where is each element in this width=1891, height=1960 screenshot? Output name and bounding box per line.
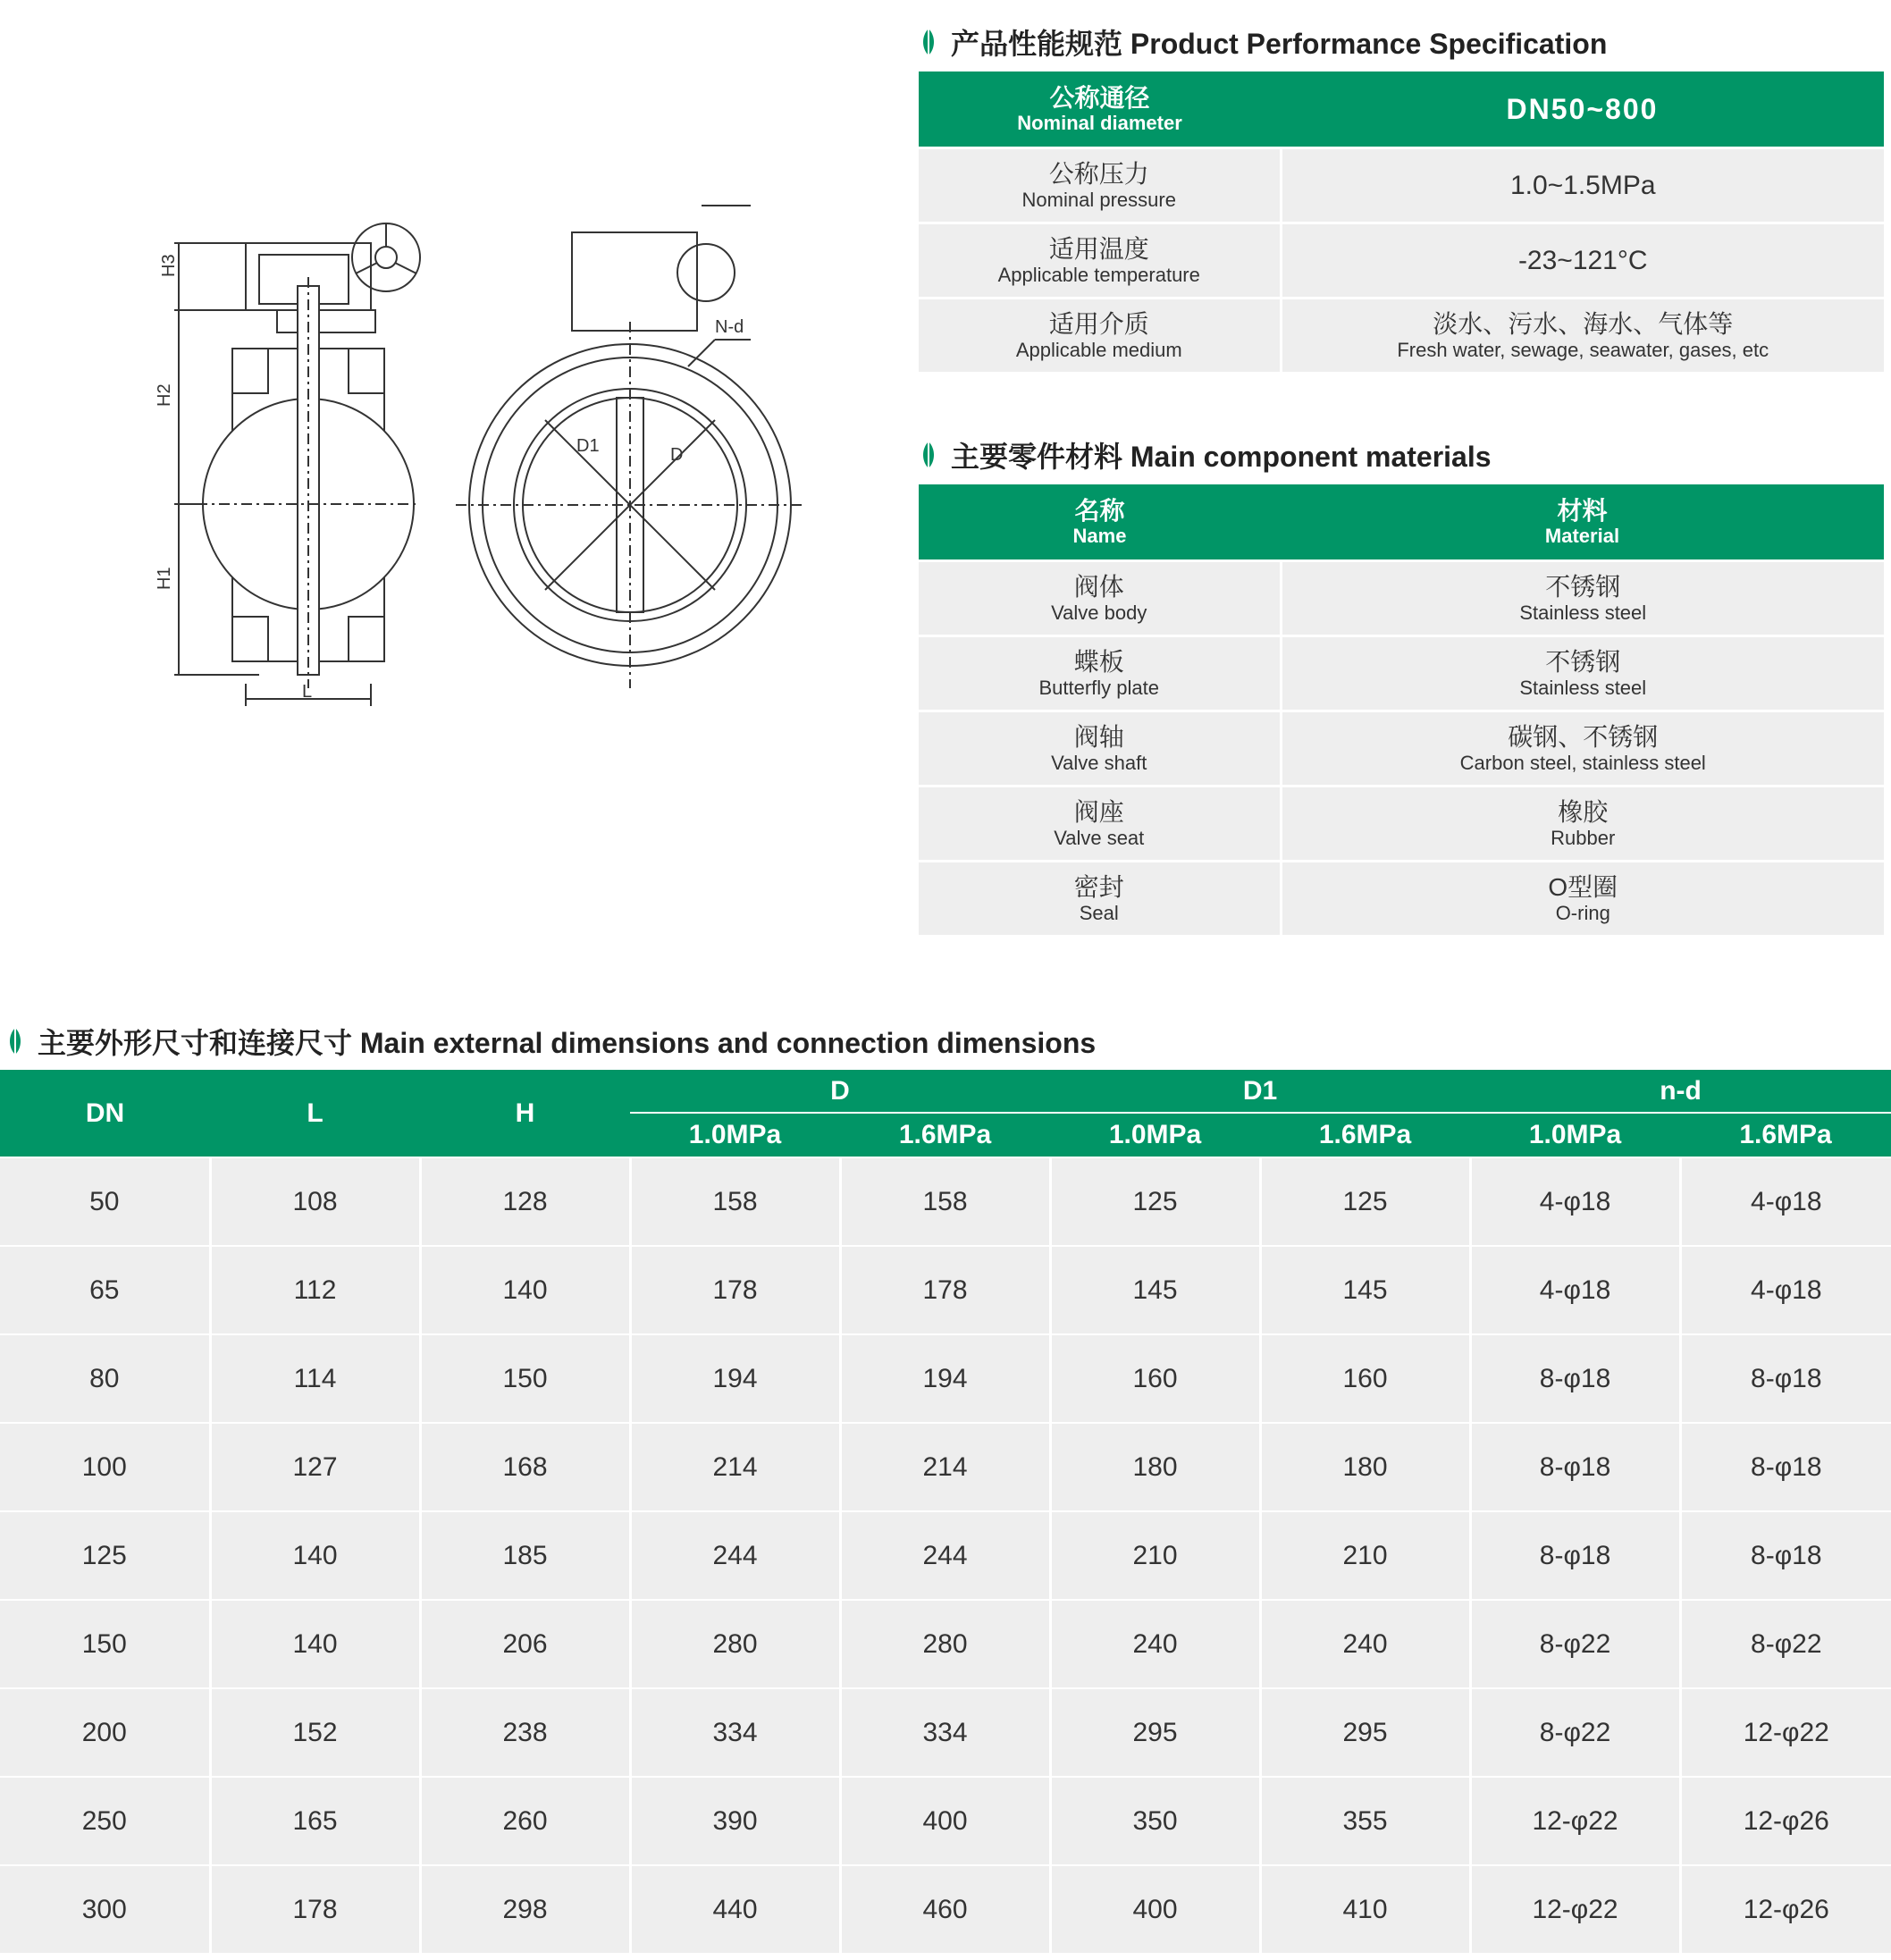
table-cell: 125	[1050, 1157, 1260, 1246]
header-pressure-1-6: 1.6MPa	[840, 1113, 1050, 1157]
table-cell: 180	[1260, 1423, 1470, 1511]
label-l: L	[302, 682, 313, 702]
table-cell: 238	[420, 1688, 630, 1777]
table-cell: 12-φ22	[1680, 1688, 1891, 1777]
materials-title-text: 主要零件材料 Main component materials	[951, 441, 1492, 473]
table-cell: 65	[0, 1246, 210, 1334]
header-l: L	[210, 1070, 420, 1157]
table-cell: 4-φ18	[1470, 1157, 1680, 1246]
table-row	[0, 1246, 1891, 1334]
table-cell: 440	[630, 1865, 840, 1953]
leaf-icon	[5, 1027, 25, 1056]
leaf-icon	[919, 28, 938, 56]
performance-title-text: 产品性能规范 Product Performance Specification	[951, 28, 1608, 60]
table-cell: 244	[630, 1511, 840, 1600]
header-nd: n-d	[1470, 1070, 1891, 1113]
table-cell: 390	[630, 1777, 840, 1865]
table-cell: 158	[630, 1157, 840, 1246]
header-d: D	[630, 1070, 1050, 1113]
table-cell: 244	[840, 1511, 1050, 1600]
table-row	[0, 1157, 1891, 1246]
label-h3: H3	[159, 254, 179, 277]
table-cell: 108	[210, 1157, 420, 1246]
table-cell: 210	[1050, 1511, 1260, 1600]
table-cell: 206	[420, 1600, 630, 1688]
table-cell: 12-φ26	[1680, 1777, 1891, 1865]
table-cell: 12-φ22	[1470, 1865, 1680, 1953]
table-cell: 160	[1050, 1334, 1260, 1423]
table-cell: 355	[1260, 1777, 1470, 1865]
table-cell: 214	[630, 1423, 840, 1511]
table-cell: 298	[420, 1865, 630, 1953]
table-cell: 125	[1260, 1157, 1470, 1246]
leaf-icon	[919, 441, 938, 469]
table-cell: 8-φ18	[1470, 1423, 1680, 1511]
table-cell: 410	[1260, 1865, 1470, 1953]
table-cell: 145	[1260, 1246, 1470, 1334]
table-cell: 12-φ26	[1680, 1865, 1891, 1953]
table-cell: 240	[1260, 1600, 1470, 1688]
table-cell: 128	[420, 1157, 630, 1246]
table-row	[0, 1777, 1891, 1865]
table-cell: 145	[1050, 1246, 1260, 1334]
table-cell: 168	[420, 1423, 630, 1511]
table-row	[0, 1865, 1891, 1953]
table-cell: 8-φ22	[1470, 1688, 1680, 1777]
label-nd: N-d	[715, 317, 744, 337]
table-cell: 200	[0, 1688, 210, 1777]
table-cell: 300	[0, 1865, 210, 1953]
table-row	[0, 1600, 1891, 1688]
table-cell: 214	[840, 1423, 1050, 1511]
materials-row: 阀体 Valve body 不锈钢 Stainless steel	[919, 561, 1884, 636]
side-view	[174, 223, 420, 706]
materials-section-title	[919, 434, 1492, 475]
table-cell: 178	[840, 1246, 1050, 1334]
table-cell: 150	[0, 1600, 210, 1688]
table-cell: 80	[0, 1334, 210, 1423]
table-cell: 240	[1050, 1600, 1260, 1688]
table-cell: 334	[840, 1688, 1050, 1777]
materials-row: 阀座 Valve seat 橡胶 Rubber	[919, 787, 1884, 862]
table-cell: 4-φ18	[1470, 1246, 1680, 1334]
table-cell: 194	[840, 1334, 1050, 1423]
performance-row: 适用介质 Applicable medium 淡水、污水、海水、气体等 Fresh water, sewage, seawater, gases, etc	[919, 299, 1884, 373]
table-cell: 280	[630, 1600, 840, 1688]
header-dn: DN	[0, 1070, 210, 1157]
table-cell: 180	[1050, 1423, 1260, 1511]
table-row	[0, 1688, 1891, 1777]
table-cell: 250	[0, 1777, 210, 1865]
table-cell: 140	[210, 1600, 420, 1688]
dimensions-title-text: 主要外形尺寸和连接尺寸 Main external dimensions and connection dimensions	[38, 1027, 1097, 1059]
table-cell: 280	[840, 1600, 1050, 1688]
table-cell: 8-φ18	[1470, 1334, 1680, 1423]
header-nominal-diameter: 公称通径 Nominal diameter	[919, 72, 1281, 148]
table-cell: 4-φ18	[1680, 1246, 1891, 1334]
dimensions-table	[0, 1070, 1891, 1953]
table-cell: 4-φ18	[1680, 1157, 1891, 1246]
table-cell: 50	[0, 1157, 210, 1246]
performance-section-title	[919, 21, 1607, 63]
table-cell: 210	[1260, 1511, 1470, 1600]
dimensions-body	[0, 1157, 1891, 1953]
table-cell: 295	[1260, 1688, 1470, 1777]
table-cell: 8-φ18	[1470, 1511, 1680, 1600]
table-cell: 400	[840, 1777, 1050, 1865]
label-d: D	[670, 445, 684, 465]
label-h1: H1	[155, 567, 174, 590]
table-cell: 295	[1050, 1688, 1260, 1777]
table-cell: 140	[420, 1246, 630, 1334]
table-cell: 158	[840, 1157, 1050, 1246]
materials-row: 蝶板 Butterfly plate 不锈钢 Stainless steel	[919, 636, 1884, 711]
table-cell: 185	[420, 1511, 630, 1600]
valve-drawing	[134, 188, 804, 724]
dimensions-header-row	[0, 1070, 1891, 1113]
header-name: 名称 Name	[919, 484, 1281, 561]
performance-header-row	[919, 72, 1884, 148]
header-material: 材料 Material	[1281, 484, 1884, 561]
table-cell: 8-φ18	[1680, 1511, 1891, 1600]
table-row	[0, 1511, 1891, 1600]
table-row	[0, 1423, 1891, 1511]
table-cell: 260	[420, 1777, 630, 1865]
table-cell: 8-φ18	[1680, 1423, 1891, 1511]
header-pressure-1-6: 1.6MPa	[1680, 1113, 1891, 1157]
table-cell: 334	[630, 1688, 840, 1777]
table-cell: 152	[210, 1688, 420, 1777]
header-pressure-1-0: 1.0MPa	[630, 1113, 840, 1157]
header-dn-range: DN50~800	[1281, 72, 1884, 148]
table-row	[0, 1334, 1891, 1423]
table-cell: 8-φ22	[1680, 1600, 1891, 1688]
table-cell: 460	[840, 1865, 1050, 1953]
table-cell: 400	[1050, 1865, 1260, 1953]
table-cell: 150	[420, 1334, 630, 1423]
table-cell: 127	[210, 1423, 420, 1511]
header-d1: D1	[1050, 1070, 1470, 1113]
table-cell: 140	[210, 1511, 420, 1600]
materials-header-row	[919, 484, 1884, 561]
table-cell: 100	[0, 1423, 210, 1511]
table-cell: 8-φ18	[1680, 1334, 1891, 1423]
header-pressure-1-0: 1.0MPa	[1470, 1113, 1680, 1157]
table-cell: 165	[210, 1777, 420, 1865]
performance-table	[919, 72, 1884, 372]
table-cell: 114	[210, 1334, 420, 1423]
table-cell: 112	[210, 1246, 420, 1334]
materials-table	[919, 484, 1884, 935]
label-d1: D1	[576, 436, 600, 456]
header-pressure-1-6: 1.6MPa	[1260, 1113, 1470, 1157]
label-h2: H2	[155, 383, 174, 407]
table-cell: 8-φ22	[1470, 1600, 1680, 1688]
performance-row: 公称压力 Nominal pressure 1.0~1.5MPa	[919, 148, 1884, 223]
table-cell: 178	[630, 1246, 840, 1334]
table-cell: 178	[210, 1865, 420, 1953]
front-view	[456, 206, 804, 688]
table-cell: 12-φ22	[1470, 1777, 1680, 1865]
dimensions-section-title	[5, 1021, 1096, 1062]
table-cell: 125	[0, 1511, 210, 1600]
header-pressure-1-0: 1.0MPa	[1050, 1113, 1260, 1157]
header-h: H	[420, 1070, 630, 1157]
table-cell: 194	[630, 1334, 840, 1423]
performance-row: 适用温度 Applicable temperature -23~121°C	[919, 223, 1884, 299]
table-cell: 350	[1050, 1777, 1260, 1865]
materials-row: 密封 Seal O型圈 O-ring	[919, 862, 1884, 936]
table-cell: 160	[1260, 1334, 1470, 1423]
materials-row: 阀轴 Valve shaft 碳钢、不锈钢 Carbon steel, stainless steel	[919, 711, 1884, 787]
